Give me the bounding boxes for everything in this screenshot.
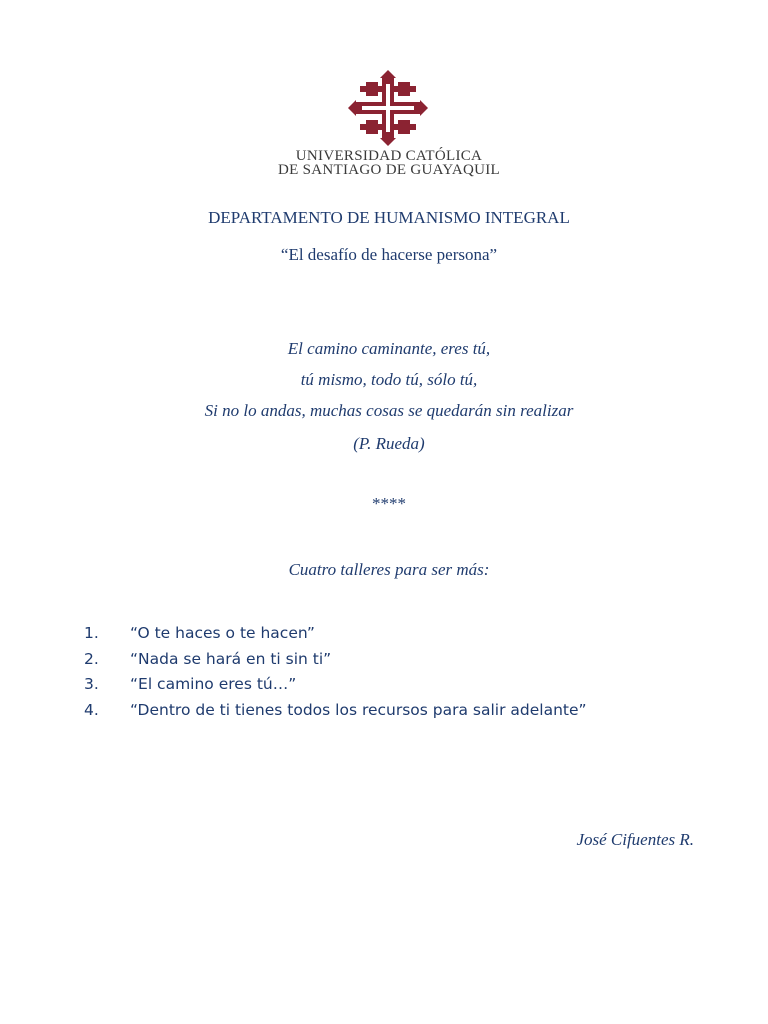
poem-line-3: Si no lo andas, muchas cosas se quedarán sin realizar <box>204 401 574 420</box>
university-cross-logo <box>348 70 428 146</box>
author-signature: José Cifuentes R. <box>576 830 694 849</box>
poem-line-2: tú mismo, todo tú, sólo tú, <box>300 370 478 389</box>
list-item-number: 1. <box>84 624 99 642</box>
poem-line-1: El camino caminante, eres tú, <box>287 339 491 358</box>
workshops-title: Cuatro talleres para ser más: <box>288 560 490 579</box>
separator: **** <box>372 494 406 513</box>
poem-author: (P. Rueda) <box>353 434 425 453</box>
list-item <box>84 699 587 725</box>
list-item-number: 2. <box>84 649 99 668</box>
list-item-text: “El camino eres tú…” <box>130 675 297 693</box>
university-name-line-1: UNIVERSIDAD CATÓLICA <box>295 148 483 164</box>
motto: “El desafío de hacerse persona” <box>280 245 498 264</box>
department-title: DEPARTAMENTO DE HUMANISMO INTEGRAL <box>208 208 570 227</box>
workshops-list <box>84 622 587 724</box>
list-item-number: 3. <box>84 675 99 693</box>
list-item-number: 4. <box>84 700 99 719</box>
university-name-line-2: DE SANTIAGO DE GUAYAQUIL <box>277 162 501 178</box>
list-item <box>84 648 587 674</box>
list-item-text: “Nada se hará en ti sin ti” <box>130 649 332 668</box>
list-item-text: “Dentro de ti tienes todos los recursos para salir adelante” <box>130 700 587 719</box>
list-item <box>84 673 587 699</box>
list-item-text: “O te haces o te hacen” <box>130 624 315 642</box>
list-item <box>84 622 587 648</box>
